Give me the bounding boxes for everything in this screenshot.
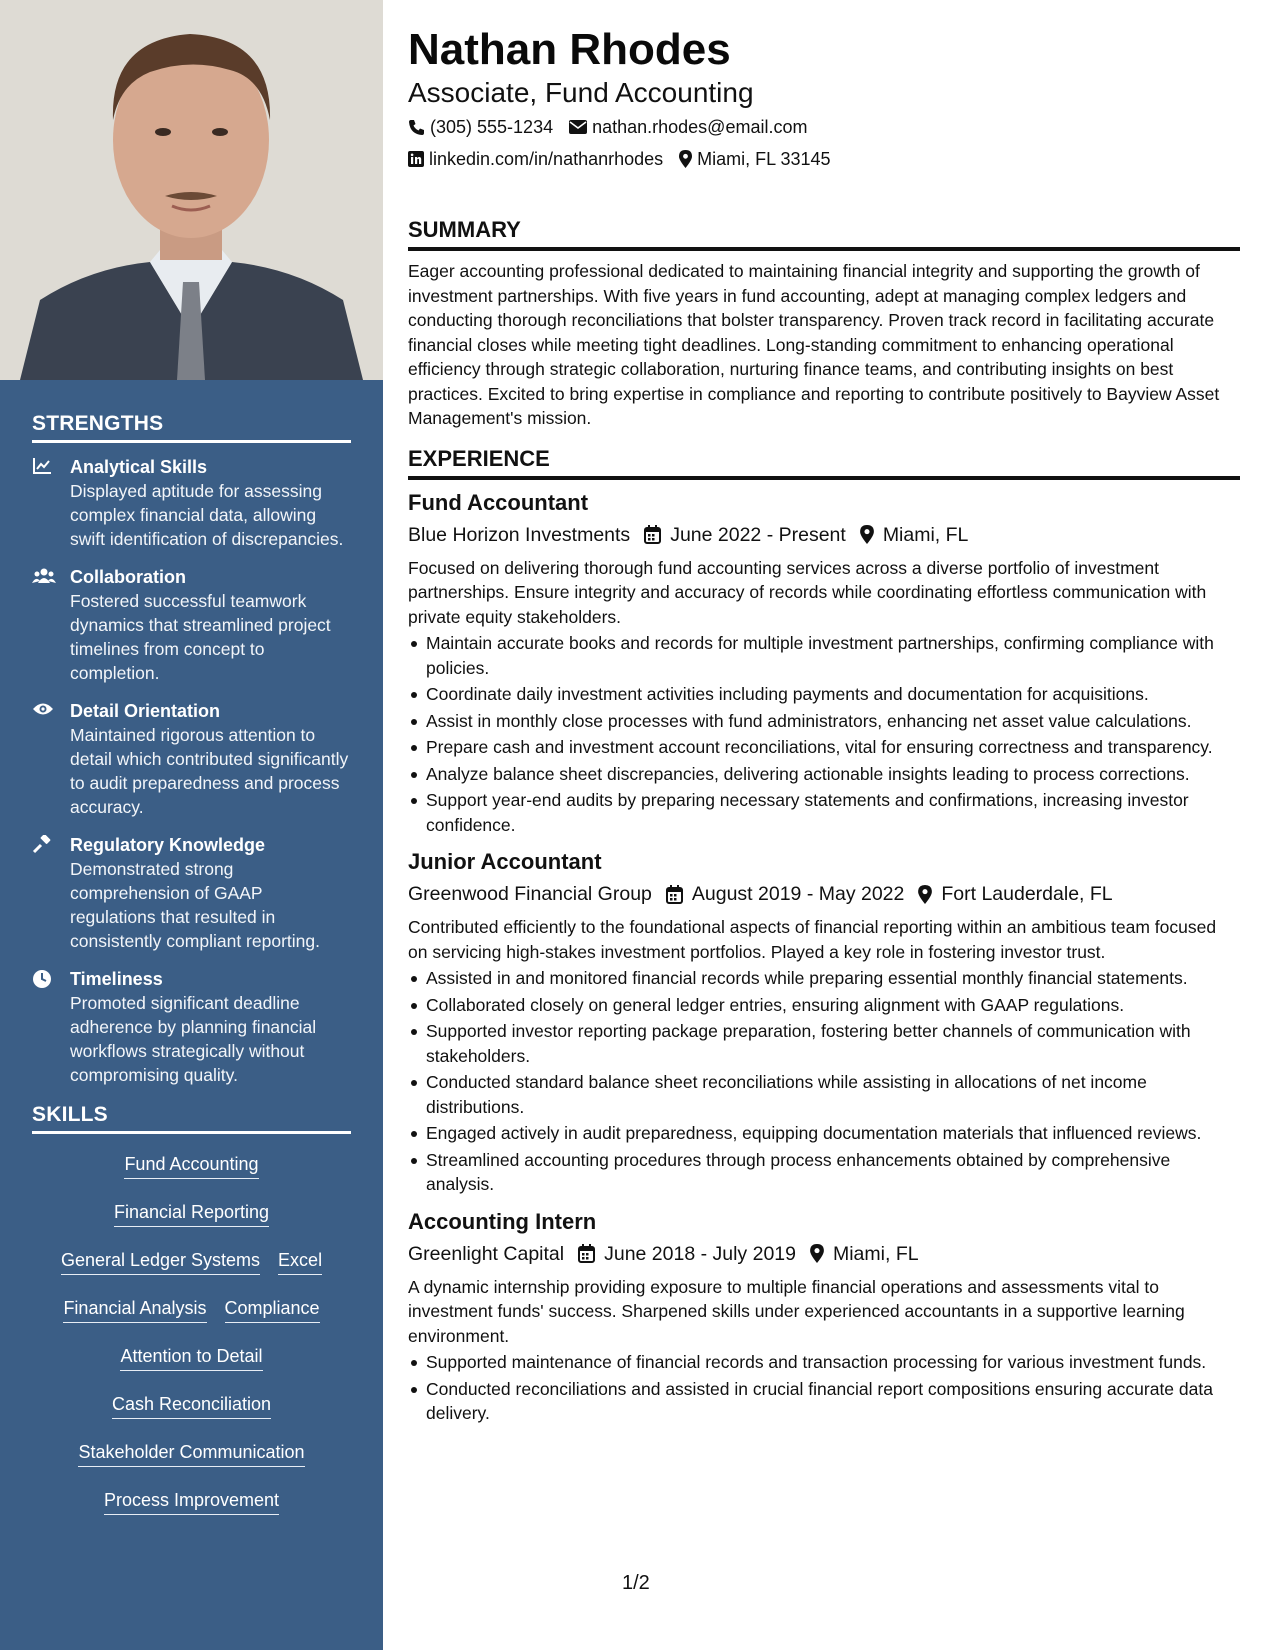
calendar-icon	[666, 885, 683, 904]
strength-title: Collaboration	[70, 567, 186, 587]
linkedin-text: linkedin.com/in/nathanrhodes	[429, 149, 664, 169]
map-pin-icon	[810, 1244, 824, 1263]
list-item: Collaborated closely on general ledger entries, ensuring alignment with GAAP regulations.	[408, 993, 1240, 1018]
strength-item	[32, 699, 351, 819]
skill-tag: Compliance	[225, 1296, 320, 1323]
summary-heading: SUMMARY	[408, 216, 1240, 251]
company-name: Greenwood Financial Group	[408, 883, 652, 905]
skill-tag: Financial Analysis	[63, 1296, 206, 1323]
skill-tag: Attention to Detail	[120, 1344, 262, 1371]
strength-item	[32, 455, 351, 551]
job-location	[918, 879, 1112, 909]
job-location-text: Miami, FL	[882, 523, 969, 546]
list-item: Supported investor reporting package preparation, fostering better channels of communication with stakeholders.	[408, 1019, 1240, 1068]
job-dates	[666, 879, 904, 909]
phone-contact[interactable]	[408, 112, 553, 142]
job-meta	[408, 520, 1240, 550]
list-item: Engaged actively in audit preparedness, equipping documentation materials that influenced reviews.	[408, 1121, 1240, 1146]
envelope-icon	[569, 120, 587, 134]
job-title: Fund Accountant	[408, 489, 589, 515]
job-description: A dynamic internship providing exposure to multiple financial operations and assessments vital to investment funds' success. Sharpened skills under experienced accountants in a supportive learning environment.	[408, 1276, 1185, 1346]
job-meta	[408, 879, 1240, 909]
job-bullets	[408, 966, 1240, 1197]
email-text: nathan.rhodes@email.com	[592, 117, 808, 137]
page-number: 1/2	[622, 1572, 650, 1594]
calendar-icon	[644, 525, 661, 544]
contact-row	[408, 112, 1240, 142]
job-entry	[408, 1207, 1240, 1426]
calendar-icon	[578, 1244, 595, 1263]
list-item: Prepare cash and investment account reconciliations, vital for ensuring correctness and transparency.	[408, 735, 1240, 760]
strength-desc: Demonstrated strong comprehension of GAAP regulations that resulted in consistently compliant reporting.	[70, 859, 320, 951]
job-location	[810, 1239, 919, 1269]
list-item: Assisted in and monitored financial records while preparing essential monthly financial statements.	[408, 966, 1240, 991]
company-name: Blue Horizon Investments	[408, 523, 631, 546]
company-name: Greenlight Capital	[408, 1242, 565, 1265]
list-item: Coordinate daily investment activities including payments and documentation for acquisitions.	[408, 682, 1240, 707]
skill-tag: Fund Accounting	[124, 1152, 258, 1179]
strength-desc: Fostered successful teamwork dynamics that streamlined project timelines from concept to completion.	[70, 591, 331, 683]
job-bullets	[408, 1350, 1240, 1426]
list-item: Conducted standard balance sheet reconciliations while assisting in allocations of net income distributions.	[408, 1070, 1240, 1119]
skills-heading: SKILLS	[32, 1103, 351, 1134]
strength-item	[32, 967, 351, 1087]
portrait-image	[0, 0, 383, 380]
job-dates-text: August 2019 - May 2022	[691, 883, 905, 905]
list-item: Analyze balance sheet discrepancies, delivering actionable insights leading to process corrections.	[408, 762, 1240, 787]
phone-icon	[408, 119, 425, 136]
strength-title: Regulatory Knowledge	[70, 835, 266, 855]
skill-tag: General Ledger Systems	[61, 1248, 260, 1275]
job-entry	[408, 847, 1240, 1197]
skills-list	[32, 1146, 351, 1530]
job-location-text: Fort Lauderdale, FL	[941, 883, 1113, 905]
profile-photo	[0, 0, 383, 380]
list-item: Streamlined accounting procedures through process enhancements obtained by comprehensive analysis.	[408, 1148, 1240, 1197]
email-contact[interactable]	[569, 112, 807, 142]
job-description: Focused on delivering thorough fund accounting services across a diverse portfolio of investment partnerships. Ensure integrity and accuracy of records while coordinating effortless communication with private equity stakeholders.	[408, 557, 1207, 627]
phone-text: (305) 555-1234	[430, 117, 554, 137]
job-dates-text: June 2018 - July 2019	[604, 1242, 796, 1265]
job-dates	[644, 520, 846, 550]
linkedin-contact[interactable]	[408, 144, 663, 174]
list-item: Assist in monthly close processes with fund administrators, enhancing net asset value calculations.	[408, 709, 1240, 734]
list-item: Support year-end audits by preparing necessary statements and confirmations, increasing investor confidence.	[408, 788, 1240, 837]
job-location	[860, 520, 969, 550]
skill-tag: Stakeholder Communication	[78, 1440, 304, 1467]
strengths-heading: STRENGTHS	[32, 412, 351, 443]
strength-title: Detail Orientation	[70, 701, 221, 721]
location-contact	[679, 144, 830, 174]
gavel-icon	[32, 833, 70, 953]
job-dates	[578, 1239, 796, 1269]
skill-tag: Cash Reconciliation	[112, 1392, 271, 1419]
strength-desc: Promoted significant deadline adherence by planning financial workflows strategically without compromising quality.	[70, 993, 317, 1085]
strength-title: Analytical Skills	[70, 457, 208, 477]
linkedin-icon	[408, 151, 424, 167]
contact-row	[408, 144, 1240, 174]
map-pin-icon	[918, 885, 932, 904]
experience-heading: EXPERIENCE	[408, 445, 1240, 480]
chart-line-icon	[32, 455, 70, 551]
eye-icon	[32, 699, 70, 819]
candidate-name: Nathan Rhodes	[408, 25, 731, 74]
map-pin-icon	[679, 150, 692, 168]
strength-title: Timeliness	[70, 969, 163, 989]
job-description: Contributed efficiently to the foundational aspects of financial reporting within an ambitious team focused on servicing high-stakes investment portfolios. Played a key role in fostering investor trust.	[408, 917, 1217, 962]
summary-text: Eager accounting professional dedicated to maintaining financial integrity and supporting the growth of investment partnerships. With five years in fund accounting, adept at managing complex ledgers and conducting thorough reconciliations that bolster transparency. Proven track record in facilitating accurate financial closes while meeting tight deadlines. Long-standing commitment to enhancing operational efficiency through strategic collaboration, nurturing finance teams, and contributing insights on best practices. Excited to bring expertise in compliance and reporting to contribute positively to Bayview Asset Management's mission.	[408, 261, 1220, 428]
skill-tag: Process Improvement	[104, 1488, 279, 1515]
job-location-text: Miami, FL	[832, 1242, 919, 1265]
candidate-title: Associate, Fund Accounting	[408, 77, 754, 108]
main-content	[408, 24, 1240, 1426]
job-title: Junior Accountant	[408, 849, 602, 874]
skill-tag: Excel	[278, 1248, 322, 1275]
list-item: Maintain accurate books and records for multiple investment partnerships, confirming compliance with policies.	[408, 631, 1240, 680]
map-pin-icon	[860, 525, 874, 544]
users-icon	[32, 565, 70, 685]
skill-tag: Financial Reporting	[114, 1200, 269, 1227]
job-meta	[408, 1239, 1240, 1269]
sidebar	[0, 0, 383, 1650]
location-text: Miami, FL 33145	[697, 149, 831, 169]
job-entry	[408, 488, 1240, 838]
clock-icon	[32, 967, 70, 1087]
job-dates-text: June 2022 - Present	[670, 523, 846, 546]
strength-item	[32, 833, 351, 953]
list-item: Supported maintenance of financial records and transaction processing for various investment funds.	[408, 1350, 1240, 1375]
job-bullets	[408, 631, 1240, 837]
strength-desc: Maintained rigorous attention to detail which contributed significantly to audit preparedness and process accuracy.	[70, 725, 349, 817]
list-item: Conducted reconciliations and assisted in crucial financial report compositions ensuring accurate data delivery.	[408, 1377, 1240, 1426]
job-title: Accounting Intern	[408, 1208, 597, 1234]
strength-item	[32, 565, 351, 685]
strength-desc: Displayed aptitude for assessing complex financial data, allowing swift identification of discrepancies.	[70, 481, 344, 549]
